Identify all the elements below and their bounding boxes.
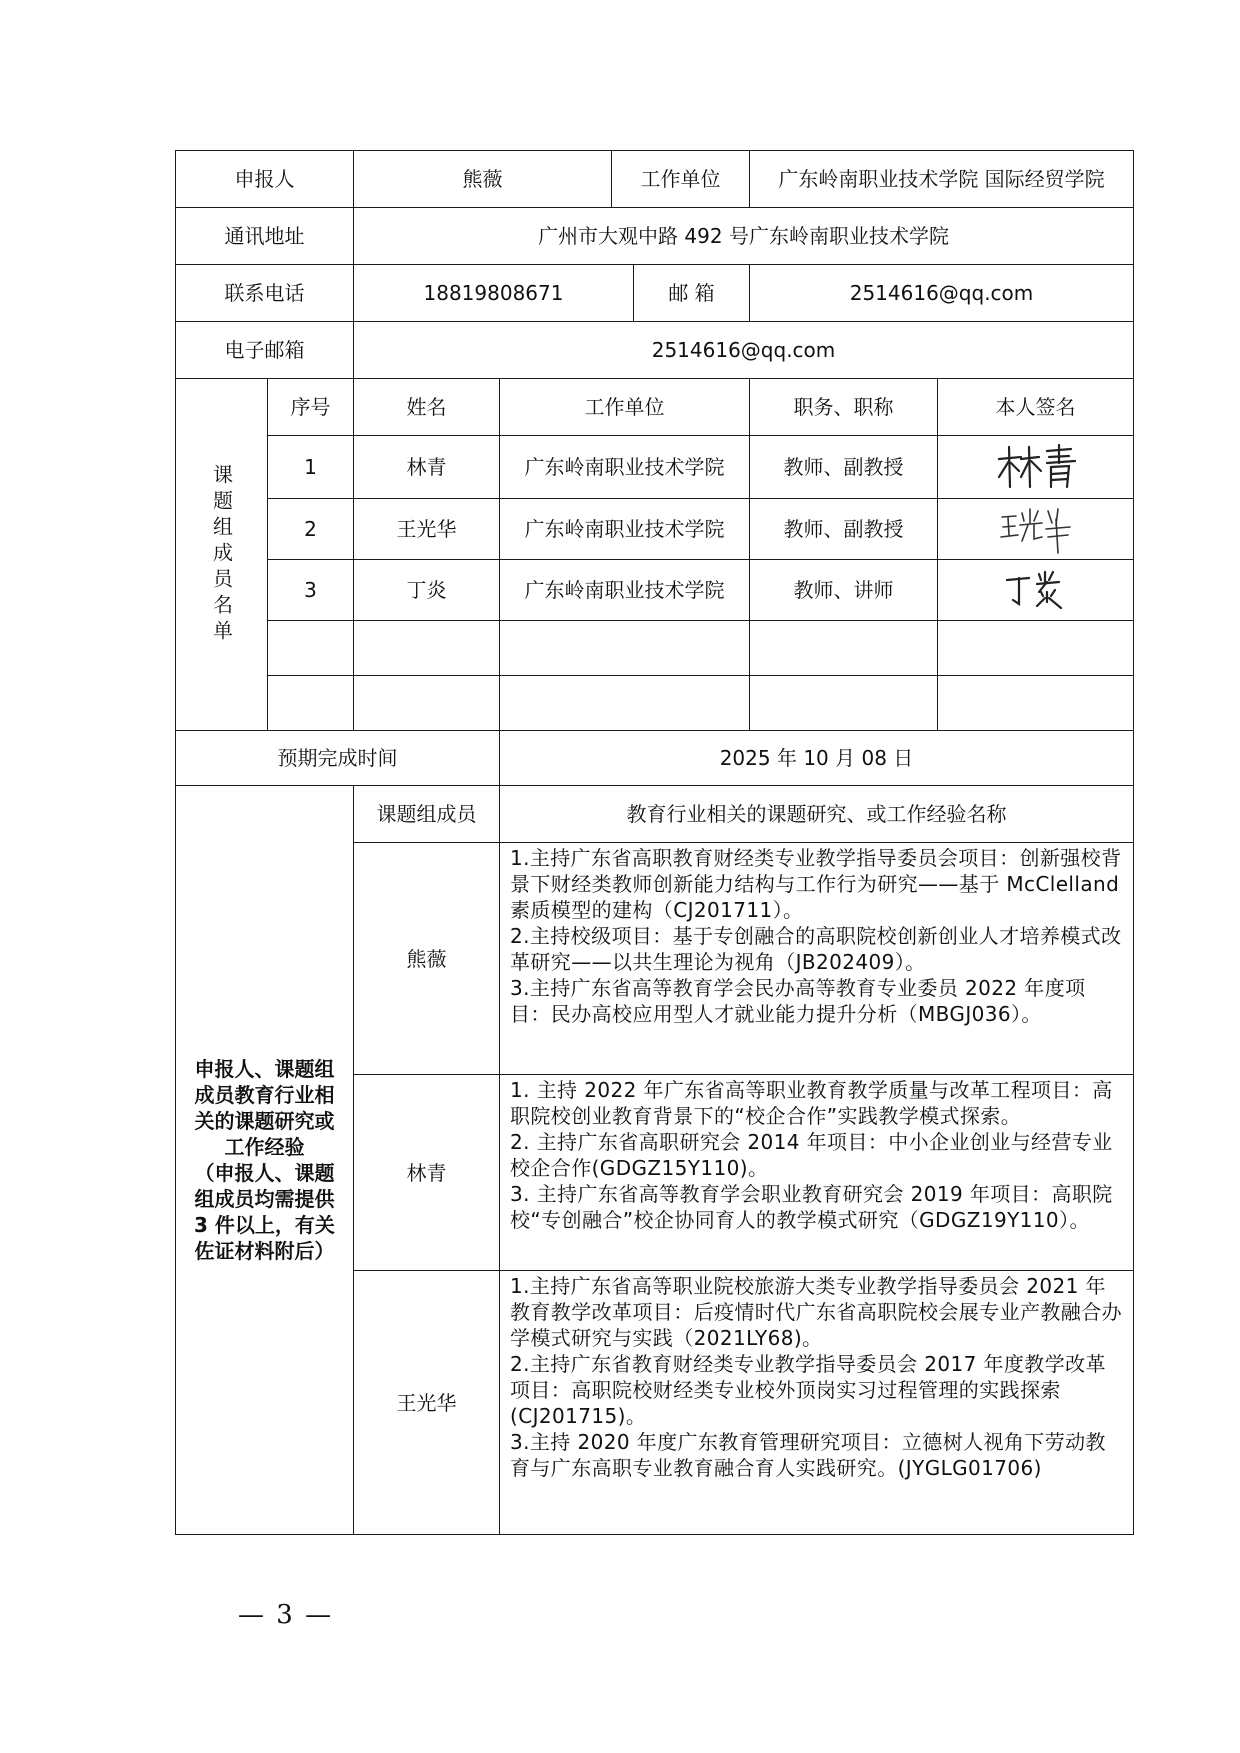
experience-item: 2.主持校级项目：基于专创融合的高职院校创新创业人才培养模式改革研究——以共生理论为视角（JB202409）。 [510,924,1122,974]
experience-item: 1.主持广东省高等职业院校旅游大类专业教学指导委员会 2021 年教育教学改革项目：后疫情时代广东省高职院校会展专业产教融合办学模式研究与实践（2021LY68)。 [510,1274,1122,1350]
member-name: 丁炎 [354,560,500,621]
experience-member: 熊薇 [354,843,500,1075]
applicant-row [176,151,1134,208]
member-unit: 广东岭南职业技术学院 [500,560,750,621]
experience-item: 1.主持广东省高职教育财经类专业教学指导委员会项目：创新强校背景下财经类教师创新能力结构与工作行为研究——基于 McClelland 素质模型的建构（CJ201711）。 [510,846,1122,922]
experience-member-header: 课题组成员 [354,786,500,843]
experience-member: 林青 [354,1075,500,1271]
team-header-no: 序号 [268,379,354,436]
team-header-signature: 本人签名 [938,379,1134,436]
experience-item: 1. 主持 2022 年广东省高等职业教育教学质量与改革工程项目：高职院校创业教育背景下的“校企合作”实践教学模式探索。 [510,1078,1113,1128]
completion-row [176,731,1134,786]
phone-label: 联系电话 [176,265,354,322]
team-header-title: 职务、职称 [750,379,938,436]
member-no: 2 [268,499,354,560]
member-no: 3 [268,560,354,621]
handwritten-signature-wangguanghua [996,501,1076,557]
experience-section-note: （申报人、课题组成员均需提供 3 件以上，有关佐证材料附后） [194,1161,335,1263]
member-unit: 广东岭南职业技术学院 [500,499,750,560]
handwritten-signature-linqing [991,441,1081,493]
experience-item: 2. 主持广东省高职研究会 2014 年项目：中小企业创业与经营专业校企合作(GDGZ15Y110)。 [510,1130,1113,1180]
unit-label: 工作单位 [612,151,750,208]
email-value: 2514616@qq.com [354,322,1134,379]
applicant-unit: 广东岭南职业技术学院 国际经贸学院 [750,151,1134,208]
applicant-name: 熊薇 [354,151,612,208]
phone-value: 18819808671 [354,265,634,322]
applicant-label: 申报人 [176,151,354,208]
experience-list [500,1075,1134,1271]
experience-item: 3.主持 2020 年度广东教育管理研究项目：立德树人视角下劳动教育与广东高职专业教育融合育人实践研究。(JYGLG01706) [510,1430,1106,1480]
team-member-row [176,436,1134,499]
experience-item: 3. 主持广东省高等教育学会职业教育研究会 2019 年项目：高职院校“专创融合”校企协同育人的教学模式研究（GDGZ19Y110）。 [510,1182,1113,1232]
experience-section-label [176,786,354,1535]
experience-header-row [176,786,1134,843]
application-form-table [175,150,1134,1535]
member-signature [938,560,1134,621]
experience-section-title: 申报人、课题组成员教育行业相关的课题研究或工作经验 [194,1057,335,1159]
address-row [176,208,1134,265]
member-no: 1 [268,436,354,499]
address-label: 通讯地址 [176,208,354,265]
member-unit: 广东岭南职业技术学院 [500,436,750,499]
member-title: 教师、副教授 [750,499,938,560]
team-header-unit: 工作单位 [500,379,750,436]
member-title: 教师、副教授 [750,436,938,499]
mailbox-value: 2514616@qq.com [750,265,1134,322]
page-number: — 3 — [238,1600,334,1630]
team-member-row [176,499,1134,560]
email-label: 电子邮箱 [176,322,354,379]
experience-content-header: 教育行业相关的课题研究、或工作经验名称 [500,786,1134,843]
handwritten-signature-dingyan [1001,568,1071,612]
team-member-row [176,560,1134,621]
team-empty-row [176,676,1134,731]
experience-item: 2.主持广东省教育财经类专业教学指导委员会 2017 年度教学改革项目：高职院校财经类专业校外顶岗实习过程管理的实践探索(CJ201715)。 [510,1352,1106,1428]
team-header-name: 姓名 [354,379,500,436]
member-signature [938,499,1134,560]
experience-list [500,1271,1134,1535]
experience-list [500,843,1134,1075]
completion-label: 预期完成时间 [176,731,500,786]
address-value: 广州市大观中路 492 号广东岭南职业技术学院 [354,208,1134,265]
member-title: 教师、讲师 [750,560,938,621]
email-row [176,322,1134,379]
experience-item: 3.主持广东省高等教育学会民办高等教育专业委员 2022 年度项目：民办高校应用型人才就业能力提升分析（MBGJ036）。 [510,976,1086,1026]
team-empty-row [176,621,1134,676]
experience-member: 王光华 [354,1271,500,1535]
phone-row [176,265,1134,322]
completion-date: 2025 年 10 月 08 日 [500,731,1134,786]
team-header-row [176,379,1134,436]
member-name: 王光华 [354,499,500,560]
member-signature [938,436,1134,499]
member-name: 林青 [354,436,500,499]
team-section-label: 课题组成员名单 [176,379,268,731]
mailbox-label: 邮 箱 [634,265,750,322]
